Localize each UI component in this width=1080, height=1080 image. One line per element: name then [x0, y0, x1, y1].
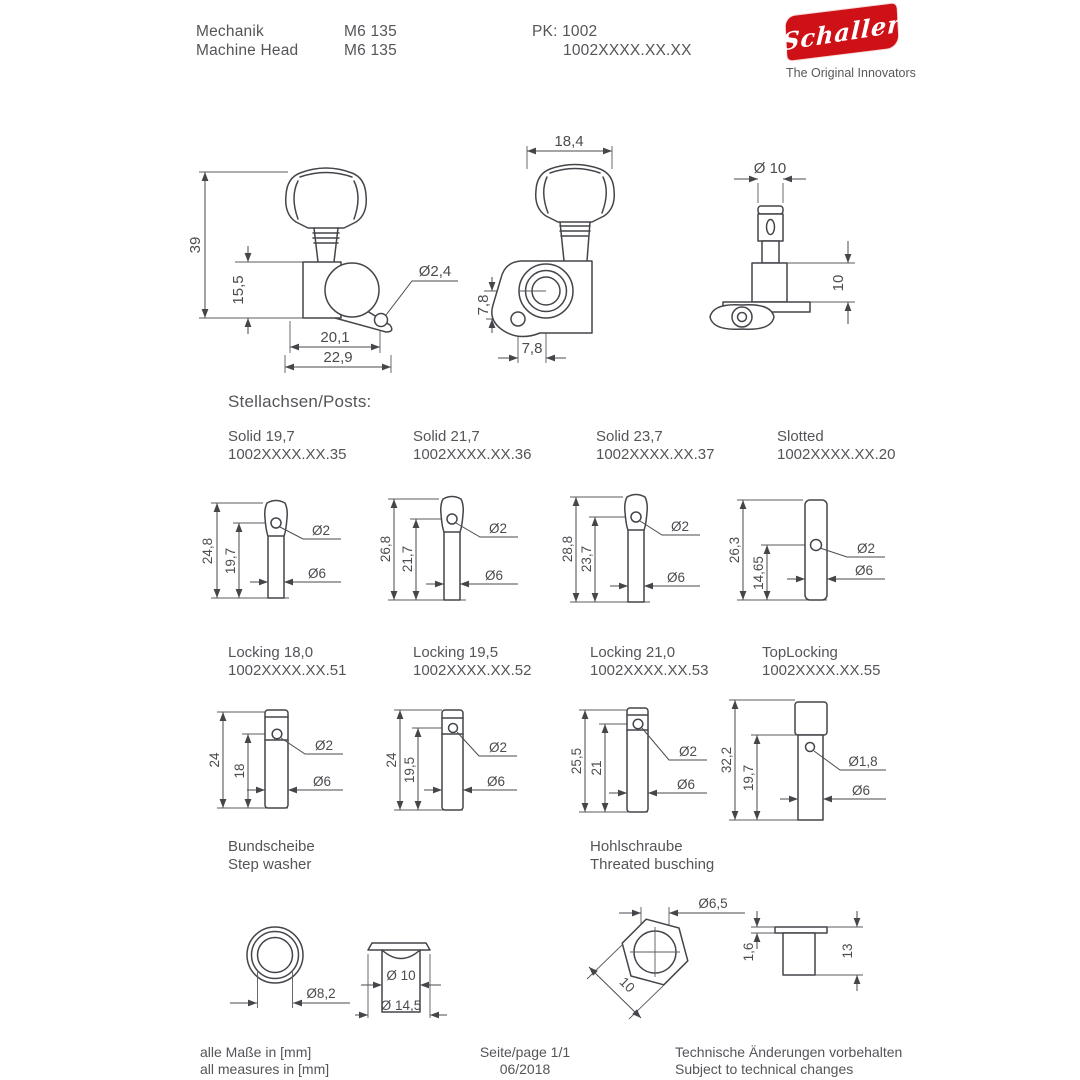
- dim-washer-bore: Ø8,2: [306, 986, 336, 1001]
- dim-hole: Ø2: [314, 738, 334, 753]
- dim-partial: 18: [232, 763, 247, 779]
- footer-notice-de: Technische Änderungen vorbehalten: [675, 1044, 903, 1060]
- post-name: Locking 19,5: [413, 644, 499, 661]
- post-label-locking-18-0: [228, 644, 346, 680]
- dim-width-outer: 22,9: [323, 349, 353, 366]
- drawing-washer-side: [355, 890, 555, 1040]
- dim-partial: 14,65: [751, 556, 766, 590]
- drawing-post-solid-23-7: [560, 485, 733, 625]
- end-view-geometry: [710, 179, 855, 329]
- post-label-locking-19-5: [413, 644, 531, 680]
- knurled-cap: [795, 702, 827, 735]
- post-code: 1002XXXX.XX.55: [762, 662, 881, 679]
- dim-bushing-height: 13: [840, 943, 855, 959]
- footer-units-en: all measures in [mm]: [200, 1061, 330, 1077]
- dim-body-height: 15,5: [230, 275, 247, 305]
- drawing-post-locking-18-0: [197, 698, 377, 828]
- dim-bushing-flats: 10: [616, 974, 638, 996]
- drawing-post-toplocking: [719, 695, 920, 830]
- dim-bushing-flange: 1,6: [741, 942, 756, 962]
- schaller-logo: [781, 7, 916, 80]
- post-label-solid-23-7: [596, 428, 714, 464]
- post-code: 1002XXXX.XX.20: [777, 446, 896, 463]
- dim-shaft: Ø6: [851, 783, 871, 798]
- bushing-label-en: Threated busching: [590, 856, 715, 873]
- dim-hole: Ø2: [678, 744, 698, 759]
- dim-post-dia: Ø 10: [753, 160, 787, 177]
- post-name: Solid 23,7: [596, 428, 663, 445]
- front-view-screw-hole: [511, 312, 525, 326]
- dim-body-height: 10: [830, 274, 847, 292]
- header-pk: [532, 22, 692, 60]
- dim-partial: 19,7: [223, 547, 238, 575]
- post-code: 1002XXXX.XX.35: [228, 446, 347, 463]
- drawing-machinehead-side-view: [185, 135, 480, 385]
- header-product-type: [196, 22, 298, 60]
- post-code: 1002XXXX.XX.53: [590, 662, 709, 679]
- dim-total: 26,3: [727, 536, 742, 564]
- dim-hole: Ø2: [670, 519, 690, 534]
- post-code: 1002XXXX.XX.37: [596, 446, 715, 463]
- header-model: [344, 22, 397, 60]
- dim-hole: Ø2: [488, 740, 508, 755]
- footer-page: [430, 1044, 620, 1078]
- post-code: 1002XXXX.XX.36: [413, 446, 532, 463]
- post-name: Slotted: [777, 428, 824, 445]
- footer-units-de: alle Maße in [mm]: [200, 1044, 312, 1060]
- schaller-logo-text: Schaller: [781, 7, 903, 57]
- post-label-solid-19-7: [228, 428, 346, 464]
- pk-number: PK: 1002: [532, 23, 598, 40]
- dim-partial: 23,7: [579, 545, 594, 573]
- product-type-en: Machine Head: [196, 42, 299, 59]
- schaller-logo-flag: [781, 3, 903, 61]
- dim-total: 24: [384, 752, 399, 768]
- side-view-screw-hole: [375, 314, 388, 327]
- dim-total: 24: [207, 752, 222, 768]
- dim-shaft: Ø6: [484, 568, 504, 583]
- dim-washer-flange: Ø 14,5: [380, 998, 422, 1013]
- footer-page-number: Seite/page 1/1: [479, 1044, 571, 1060]
- posts-section-heading: Stellachsen/Posts:: [228, 392, 372, 411]
- dim-shaft: Ø6: [307, 566, 327, 581]
- footer-date: 06/2018: [499, 1061, 551, 1077]
- post-name: Locking 21,0: [590, 644, 676, 661]
- post-code: 1002XXXX.XX.51: [228, 662, 347, 679]
- post-name: Solid 19,7: [228, 428, 295, 445]
- post-name: TopLocking: [762, 644, 838, 661]
- post-label-solid-21-7: [413, 428, 531, 464]
- dim-shaft: Ø6: [854, 563, 874, 578]
- drawing-post-locking-19-5: [380, 698, 560, 828]
- dim-washer-body: Ø 10: [386, 968, 416, 983]
- dim-total: 26,8: [378, 535, 393, 563]
- bushing-label-de: Hohlschraube: [590, 838, 683, 855]
- post-code: 1002XXXX.XX.52: [413, 662, 532, 679]
- dim-width-inner: 20,1: [320, 329, 350, 346]
- footer-notice: [675, 1044, 902, 1078]
- post-label-slotted: [777, 428, 895, 464]
- dim-screw-hole-dia: Ø2,4: [418, 263, 452, 280]
- dim-bushing-bore: Ø6,5: [698, 896, 728, 911]
- drawing-post-solid-21-7: [380, 485, 560, 625]
- drawing-machinehead-front-view: [475, 133, 705, 385]
- dim-total: 28,8: [560, 535, 575, 563]
- dim-shaft: Ø6: [486, 774, 506, 789]
- drawing-post-slotted: [727, 485, 920, 625]
- dim-hole: Ø2: [311, 523, 331, 538]
- front-view-geometry: [484, 146, 614, 363]
- dim-hole: Ø1,8: [848, 754, 878, 769]
- footer-notice-en: Subject to technical changes: [675, 1061, 854, 1077]
- dim-vertical-offset: 7,8: [475, 294, 492, 316]
- dim-total: 25,5: [569, 747, 584, 775]
- post-label-locking-21-0: [590, 644, 708, 680]
- drawing-machinehead-end-view: [700, 135, 980, 350]
- post-label-toplocking: [762, 644, 880, 680]
- bushing-label: [590, 838, 714, 874]
- model-line2: M6 135: [344, 42, 397, 59]
- dim-horizontal-offset: 7,8: [521, 340, 543, 357]
- drawing-bushing-hex: [585, 885, 755, 1050]
- dim-shaft: Ø6: [312, 774, 332, 789]
- washer-label: [228, 838, 315, 874]
- drawing-bushing-side: [741, 885, 920, 1050]
- model-line1: M6 135: [344, 23, 397, 40]
- washer-label-en: Step washer: [228, 856, 312, 873]
- dim-hole: Ø2: [488, 521, 508, 536]
- dim-button-width: 18,4: [554, 133, 584, 150]
- dim-total: 24,8: [200, 537, 215, 565]
- dim-partial: 21,7: [400, 545, 415, 573]
- dim-hole: Ø2: [856, 541, 876, 556]
- dim-shaft: Ø6: [676, 777, 696, 792]
- dim-partial: 21: [589, 760, 604, 776]
- drawing-post-solid-19-7: [197, 485, 377, 625]
- washer-label-de: Bundscheibe: [228, 838, 315, 855]
- pk-code: 1002XXXX.XX.XX: [563, 42, 692, 59]
- post-name: Locking 18,0: [228, 644, 314, 661]
- dim-total-height: 39: [187, 236, 204, 254]
- drawing-post-locking-21-0: [563, 698, 733, 828]
- footer-units: [200, 1044, 329, 1078]
- dim-shaft: Ø6: [666, 570, 686, 585]
- dim-total: 32,2: [719, 746, 734, 774]
- dim-partial: 19,5: [402, 756, 417, 784]
- post-name: Solid 21,7: [413, 428, 480, 445]
- product-type-de: Mechanik: [196, 23, 264, 40]
- dim-partial: 19,7: [741, 764, 756, 792]
- logo-tagline: The Original Innovators: [786, 66, 916, 80]
